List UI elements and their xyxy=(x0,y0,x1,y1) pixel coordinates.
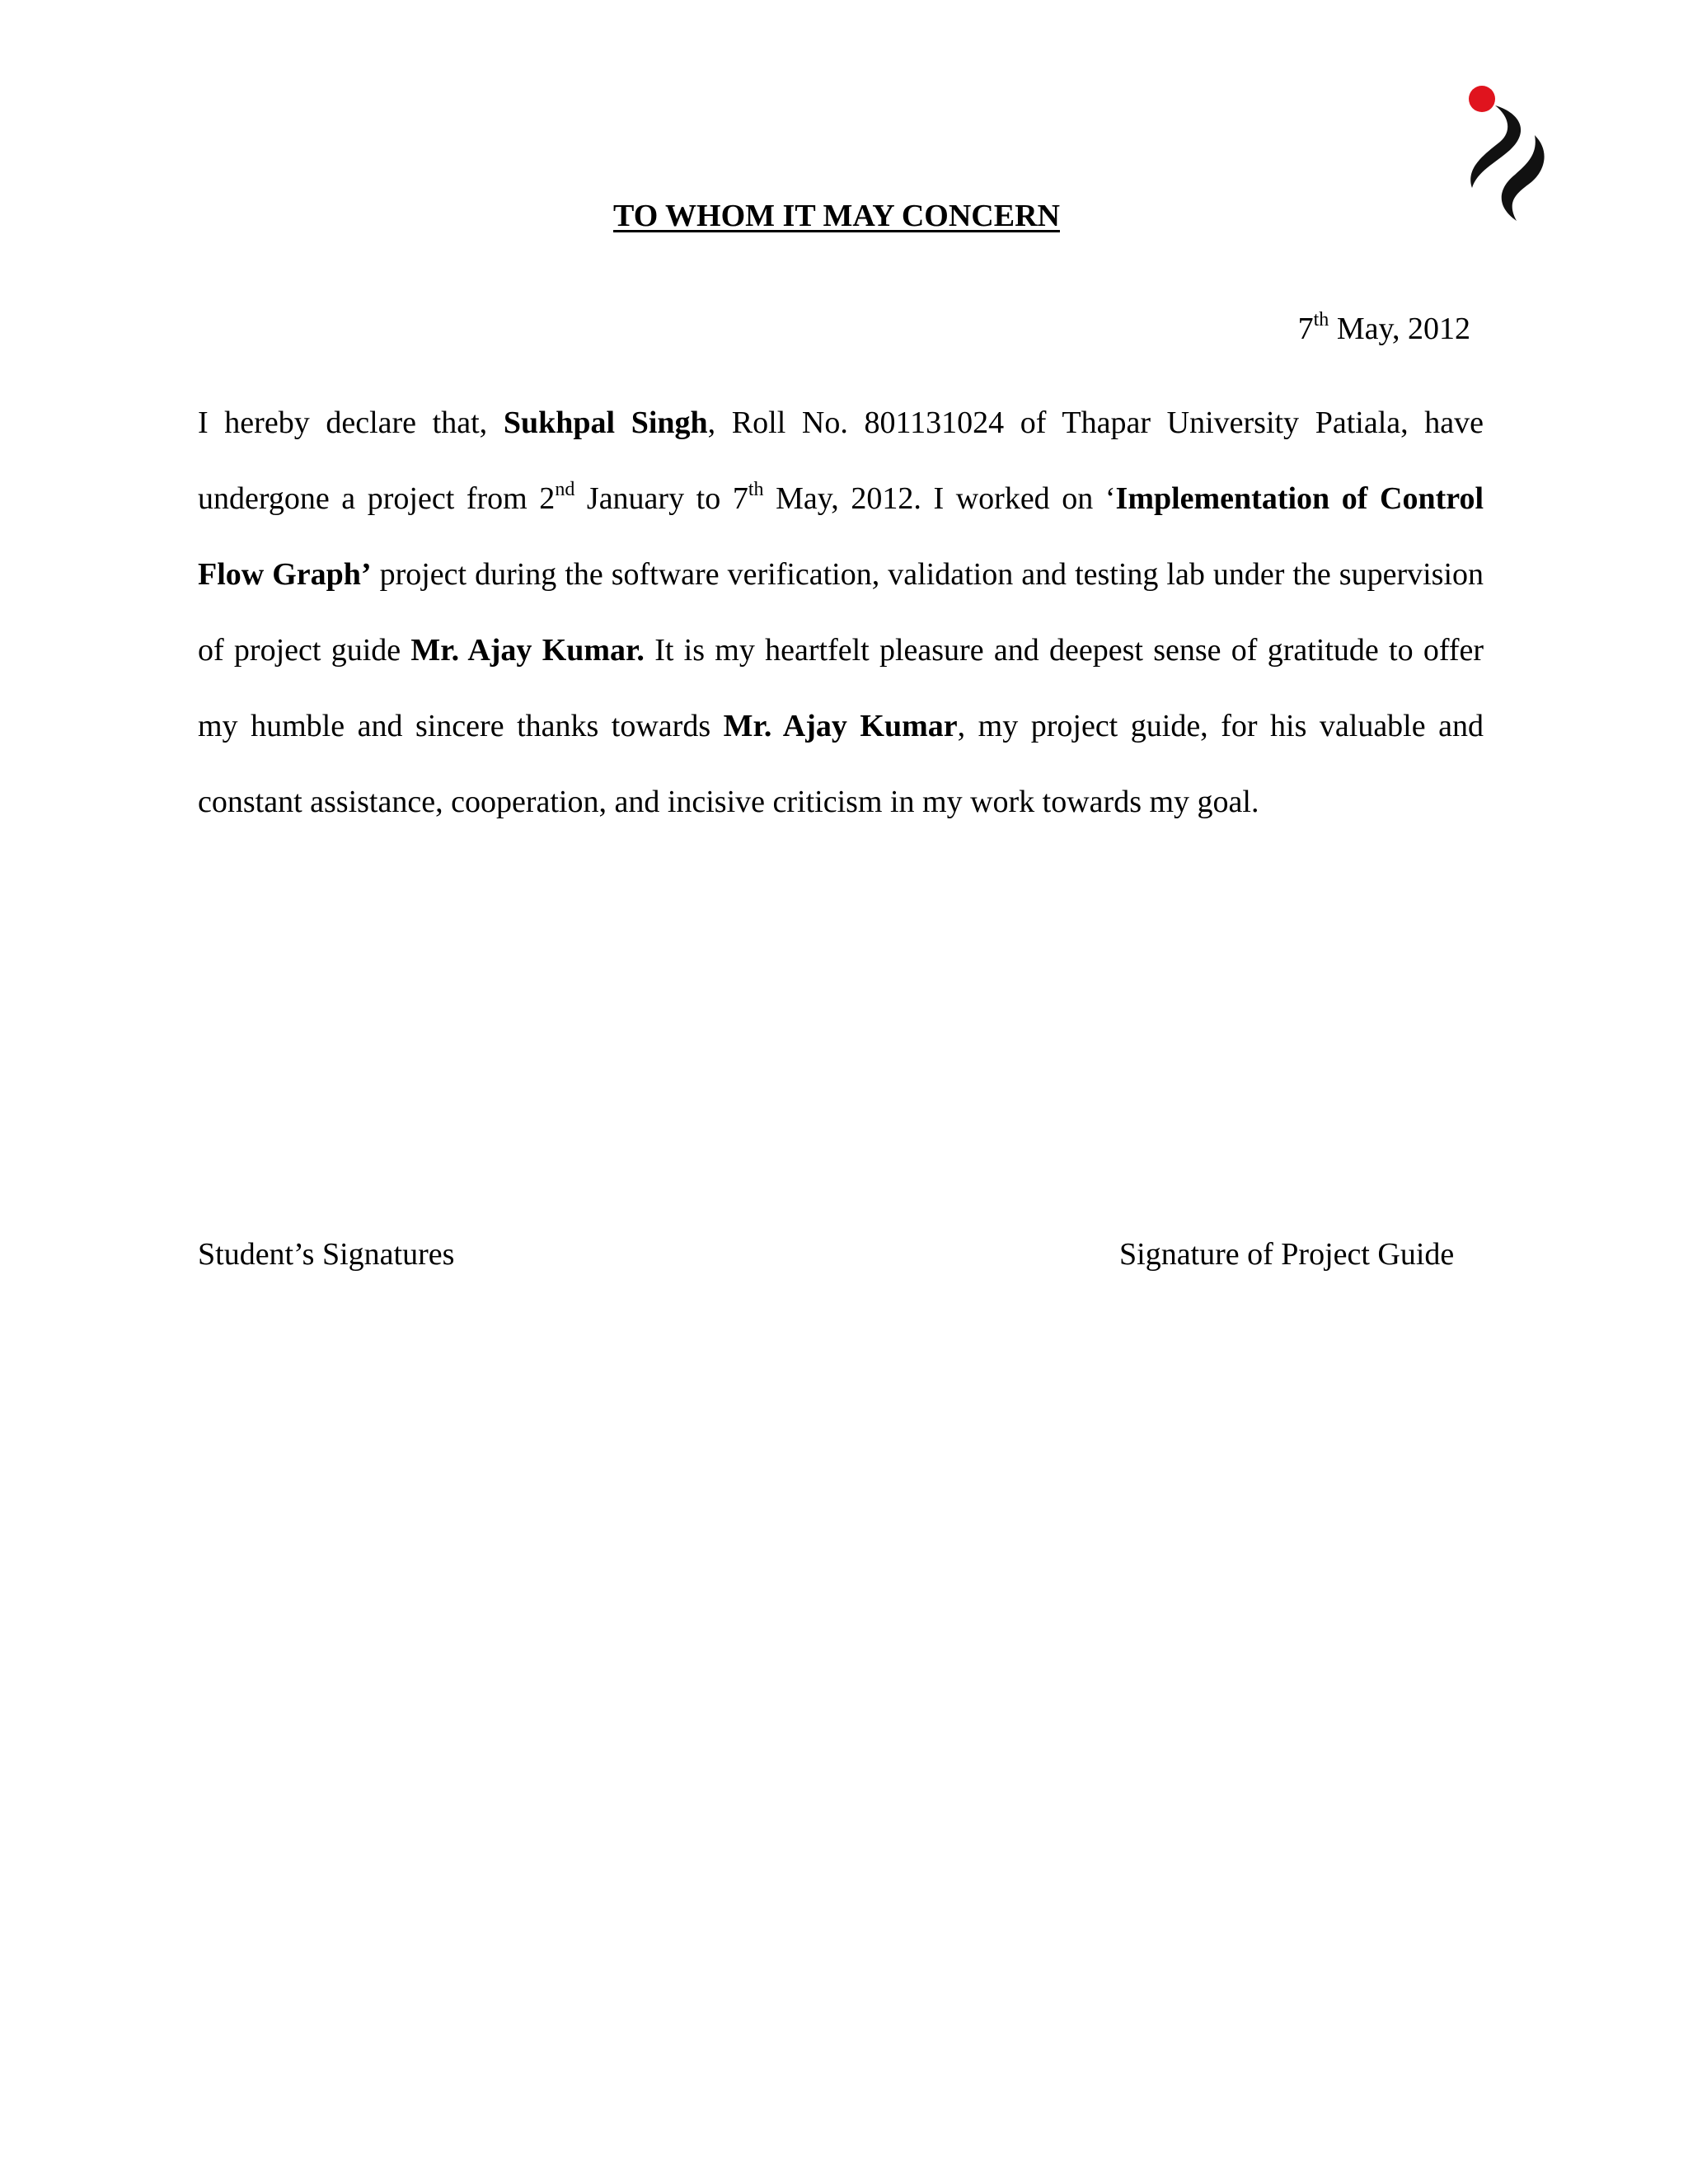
student-name: Sukhpal Singh xyxy=(503,405,708,440)
date-day-suffix: th xyxy=(1313,309,1329,330)
guide-signature-label: Signature of Project Guide xyxy=(1119,1237,1455,1272)
ordinal-suffix-1: nd xyxy=(555,479,575,500)
body-segment-3: January to 7 xyxy=(574,481,748,516)
body-segment-1: I hereby declare that, xyxy=(198,405,504,440)
guide-name: Mr. Ajay Kumar. xyxy=(410,633,645,668)
body-segment-5: project during the software verification, validation and testing lab under the supervision of project guide xyxy=(198,557,1484,668)
logo-flame-upper xyxy=(1470,105,1521,188)
date-day: 7 xyxy=(1297,312,1314,346)
heading-text: TO WHOM IT MAY CONCERN xyxy=(613,199,1060,233)
page-title xyxy=(0,196,1673,236)
body-segment-2: , Roll No. 801131024 of Thapar University Patiala, have undergone a project from 2 xyxy=(198,405,1484,516)
body-segment-6: It is my heartfelt pleasure and deepest sense of gratitude to offer my humble and sincere thanks towards xyxy=(198,633,1484,743)
declaration-paragraph xyxy=(198,385,1484,840)
body-segment-7: , my project guide, for his valuable and constant assistance, cooperation, and incisive criticism in my work towards my goal. xyxy=(198,709,1484,819)
project-title: Implementation of Control Flow Graph’ xyxy=(198,481,1484,592)
body-segment-4: May, 2012. I worked on ‘ xyxy=(763,481,1116,516)
student-signature-label: Student’s Signatures xyxy=(198,1237,455,1272)
guide-name-repeat: Mr. Ajay Kumar xyxy=(723,709,958,743)
date-rest: May, 2012 xyxy=(1329,312,1470,346)
logo-red-dot xyxy=(1469,86,1495,112)
document-date xyxy=(1298,309,1470,349)
ordinal-suffix-2: th xyxy=(748,479,764,500)
